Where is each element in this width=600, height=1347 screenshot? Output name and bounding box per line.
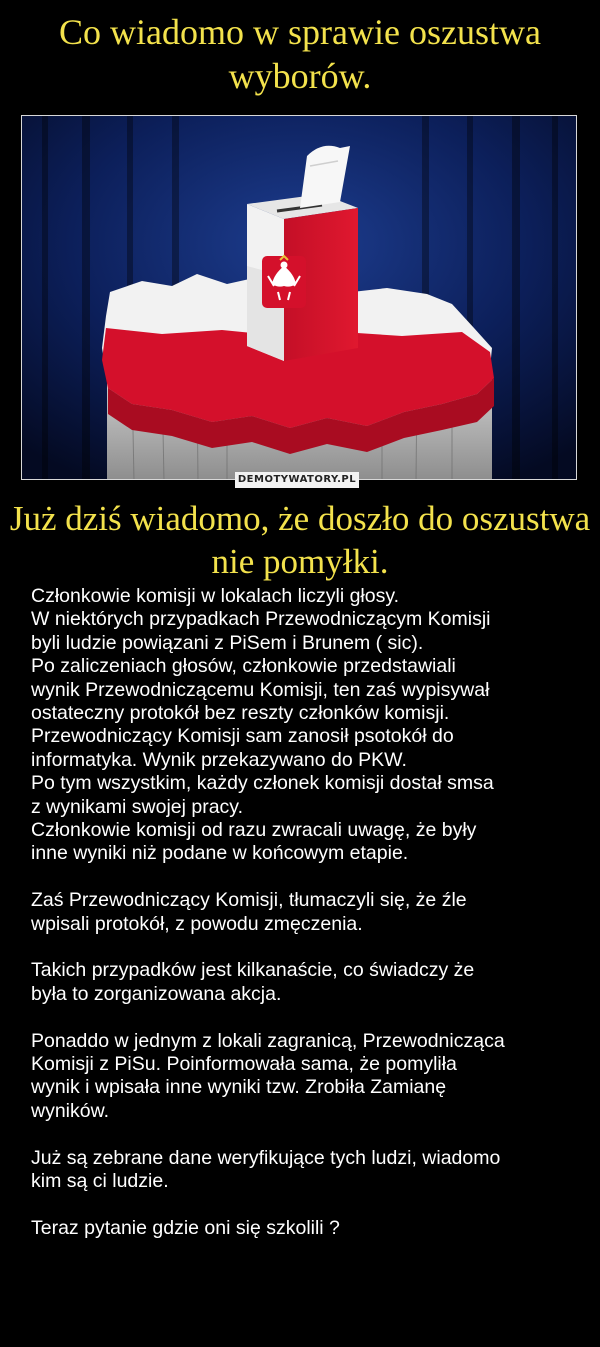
text-line: byli ludzie powiązani z PiSem i Brunem ( sic). [31, 631, 424, 654]
text-line: W niektórych przypadkach Przewodniczącym Komisji [31, 608, 491, 631]
text-line: Teraz pytanie gdzie oni się szkolili ? [31, 1216, 340, 1239]
text-line: Przewodniczący Komisji sam zanosił psotokół do [31, 725, 454, 748]
body-text [31, 585, 583, 1240]
ballot-box-poland-illustration [22, 116, 577, 480]
text-line: inne wyniki niż podane w końcowym etapie. [31, 842, 409, 865]
text-line: Zaś Przewodniczący Komisji, tłumaczyli się, że źle [31, 889, 467, 912]
text-line: Po tym wszystkim, każdy członek komisji dostał smsa [31, 772, 494, 795]
text-line: Po zaliczeniach głosów, członkowie przedstawiali [31, 655, 456, 678]
paragraph-1 [31, 585, 583, 866]
text-line: informatyka. Wynik przekazywano do PKW. [31, 748, 407, 771]
text-line: z wynikami swojej pracy. [31, 795, 244, 818]
paragraph-2 [31, 889, 583, 936]
paragraph-gap [31, 1194, 583, 1217]
text-line: wyników. [31, 1099, 110, 1122]
paragraph-gap [31, 1006, 583, 1029]
demotywatory-watermark: DEMOTYWATORY.PL [235, 472, 359, 488]
text-line: wynik Przewodniczącemu Komisji, ten zaś wypisywał [31, 678, 490, 701]
paragraph-gap [31, 1123, 583, 1146]
text-line: Ponaddo w jednym z lokali zagranicą, Przewodnicząca [31, 1029, 505, 1052]
text-line: wpisali protokół, z powodu zmęczenia. [31, 912, 363, 935]
text-line: wynik i wpisała inne wyniki tzw. Zrobiła Zamianę [31, 1076, 447, 1099]
text-line: była to zorganizowana akcja. [31, 982, 282, 1005]
text-line: Członkowie komisji od razu zwracali uwagę, że były [31, 819, 477, 842]
paragraph-5 [31, 1147, 583, 1194]
illustration-frame [21, 115, 577, 480]
text-line: kim są ci ludzie. [31, 1170, 169, 1193]
paragraph-4 [31, 1030, 583, 1124]
paragraph-gap [31, 936, 583, 959]
page-title: Co wiadomo w sprawie oszustwa wyborów. [59, 12, 541, 96]
text-line: Już są zebrane dane weryfikujące tych ludzi, wiadomo [31, 1146, 501, 1169]
paragraph-gap [31, 866, 583, 889]
paragraph-6 [31, 1217, 583, 1240]
text-line: ostateczny protokół bez reszty członków komisji. [31, 702, 450, 725]
text-line: Takich przypadków jest kilkanaście, co świadczy że [31, 959, 475, 982]
text-line: Komisji z PiSu. Poinformowała sama, że pomyliła [31, 1053, 457, 1076]
paragraph-3 [31, 959, 583, 1006]
text-line: Członkowie komisji w lokalach liczyli głosy. [31, 585, 400, 607]
headline: Już dziś wiadomo, że doszło do oszustwa nie pomyłki. [9, 499, 591, 581]
